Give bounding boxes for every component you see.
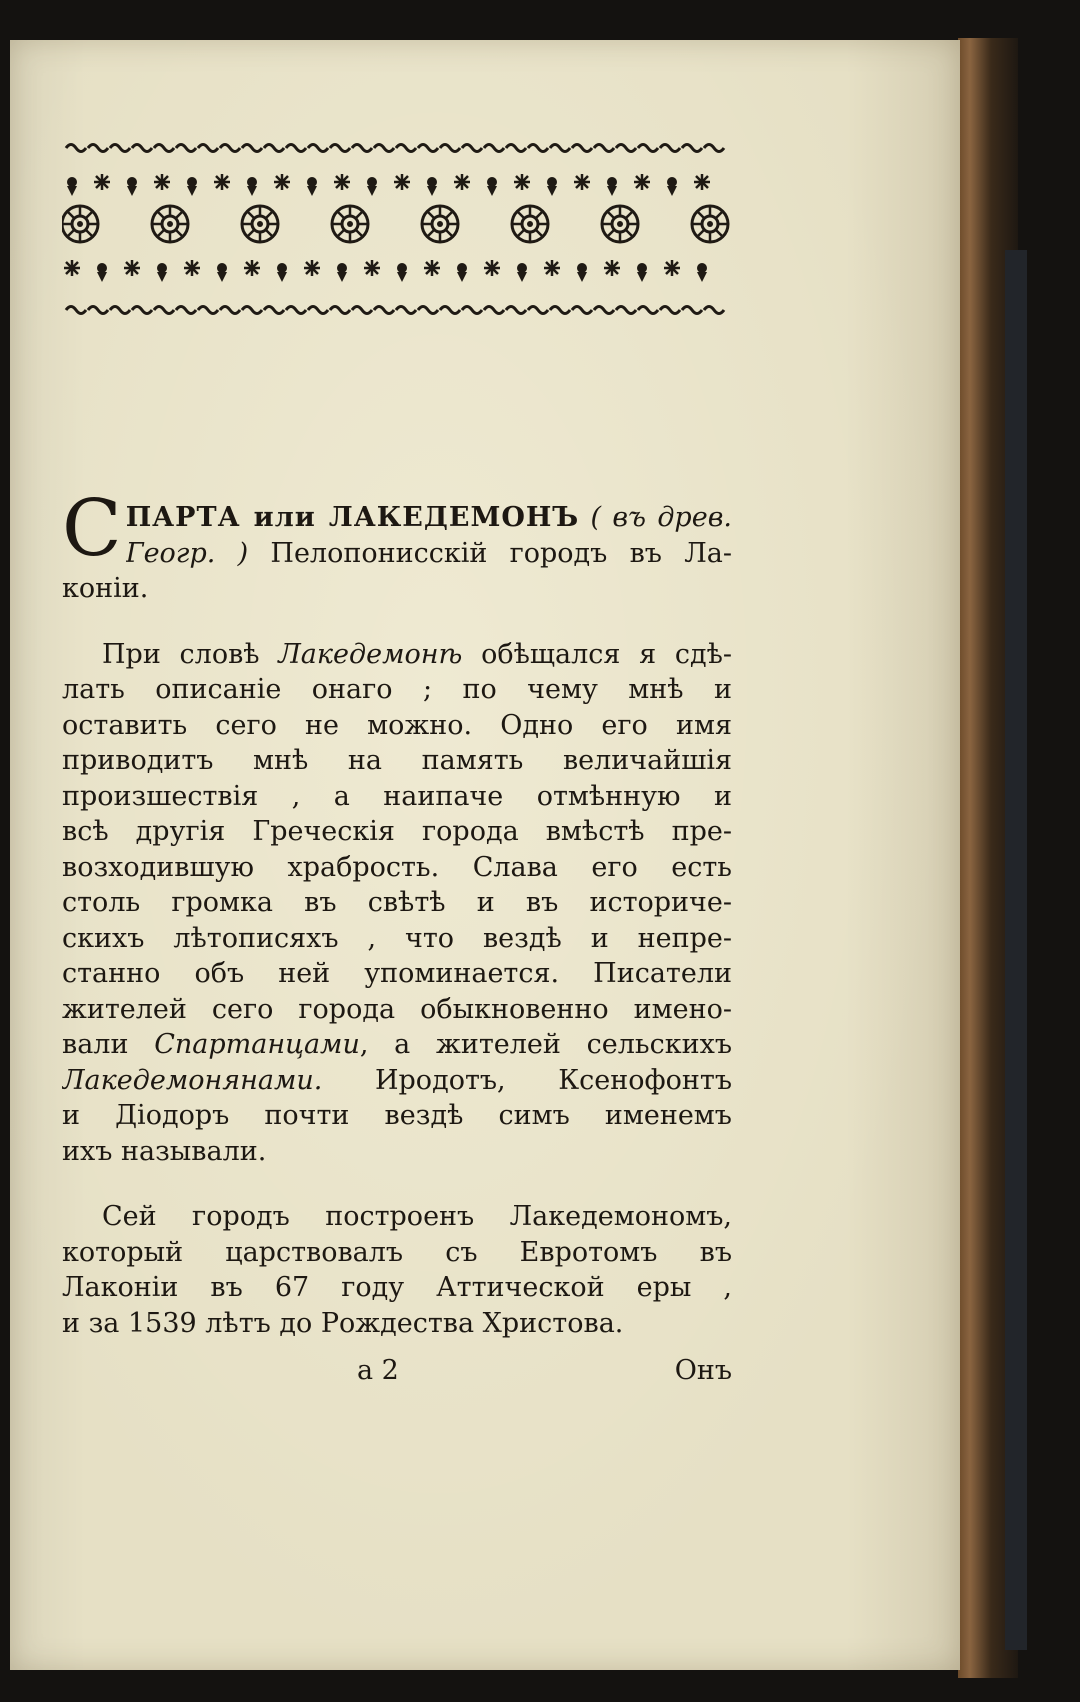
- text-run: Иродотъ, Ксенофонтъ: [322, 1064, 732, 1096]
- text-run: , а жителей сельскихъ: [359, 1029, 732, 1060]
- text-line: [62, 1134, 732, 1170]
- text-line: [62, 1098, 732, 1134]
- text-line: [62, 1199, 732, 1235]
- signature-mark: а 2: [357, 1355, 399, 1386]
- italic-run: Лакедемонянами.: [62, 1064, 323, 1096]
- catchword: Онъ: [674, 1355, 732, 1386]
- text-run: возходившую храбрость. Слава его есть: [62, 851, 732, 883]
- text-run: столь громка въ свѣтѣ и въ историче-: [62, 887, 732, 918]
- text-run: При словѣ: [102, 638, 279, 670]
- text-line: [62, 743, 732, 779]
- drop-cap: С: [62, 484, 122, 574]
- text-run: станно объ ней упоминается. Писатели: [62, 958, 732, 989]
- text-line: [62, 1063, 732, 1099]
- text-run: ихъ называли.: [62, 1135, 267, 1167]
- text-run: и Діодоръ почти вездѣ симъ именемъ: [62, 1100, 732, 1131]
- text-line: [62, 814, 732, 850]
- text-run: лать описаніе онаго ; по чему мнѣ и: [62, 674, 732, 705]
- heading-desc: Пелопониссκій городъ въ Ла-: [270, 537, 732, 569]
- heading-title: ПАРТА или ЛАКЕДЕМОНЪ: [125, 502, 580, 533]
- text-line: [62, 1027, 732, 1063]
- article-heading: [62, 484, 732, 607]
- text-run: и за 1539 лѣтъ до Рождества Христова.: [62, 1307, 624, 1339]
- text-line: [62, 956, 732, 992]
- book-cover-strip: [1005, 250, 1027, 1650]
- text-line: [62, 885, 732, 921]
- text-line: [62, 708, 732, 744]
- text-run: Сей городъ построенъ Лакедемономъ,: [102, 1201, 732, 1232]
- text-line: [62, 992, 732, 1028]
- heading-paren: ( въ древ.: [590, 502, 732, 533]
- text-run: произшествія , а наипаче отмѣнную и: [62, 780, 732, 812]
- paragraph-2: [62, 1199, 732, 1341]
- text-line: [62, 672, 732, 708]
- heading-line-2: [126, 536, 732, 572]
- article-text: [62, 484, 732, 1341]
- text-run: обѣщался я сдѣ-: [462, 638, 732, 670]
- italic-run: Лакедемонѣ: [278, 638, 463, 670]
- text-run: который царствовалъ съ Евротомъ въ: [62, 1236, 732, 1268]
- text-run: приводитъ мнѣ на память величайшія: [62, 745, 732, 776]
- heading-geogr: Геогр. ): [125, 537, 249, 569]
- text-line: [62, 1235, 732, 1271]
- text-line: [62, 850, 732, 886]
- text-line: [62, 1270, 732, 1306]
- text-run: всѣ другія Греческія города вмѣстѣ пре-: [62, 816, 732, 847]
- paragraph-1: [62, 637, 732, 1170]
- text-line: [62, 779, 732, 815]
- page-footer: [62, 1355, 732, 1395]
- text-run: Лаконіи въ 67 году Аттической еры ,: [62, 1272, 732, 1303]
- headpiece-ornament: [62, 140, 730, 330]
- text-run: оставить сего не можно. Одно его имя: [62, 709, 732, 741]
- text-line: [62, 1306, 732, 1342]
- text-run: вали: [62, 1029, 155, 1060]
- heading-line-1: [126, 500, 732, 536]
- heading-line-3: коніи.: [62, 573, 149, 604]
- text-run: жителей сего города обыкновенно имено-: [62, 993, 732, 1025]
- italic-run: Спартанцами: [154, 1029, 360, 1060]
- text-line: [62, 637, 732, 673]
- text-run: скихъ лѣтописяхъ , что вездѣ и непре-: [62, 922, 732, 954]
- text-line: [62, 921, 732, 957]
